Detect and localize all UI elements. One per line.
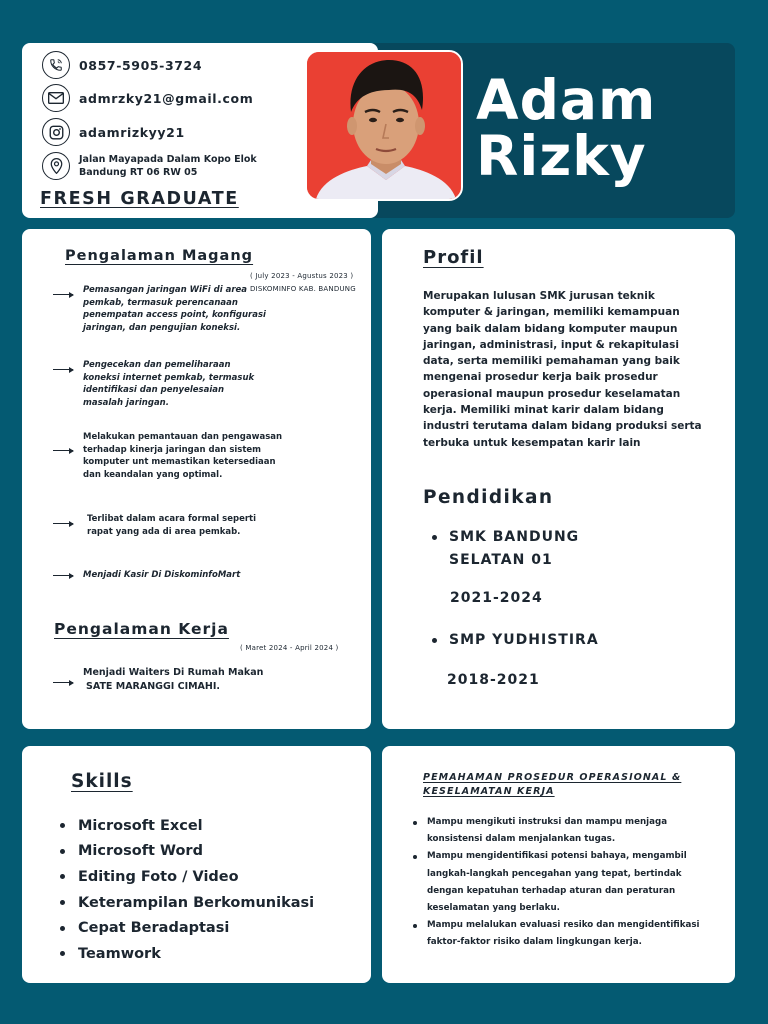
arrow-icon — [53, 450, 73, 451]
safety-item: Mampu mengikuti instruksi dan mampu menjaga konsistensi dalam menjalankan tugas. — [413, 814, 703, 848]
experience-card — [22, 229, 371, 729]
email-row — [42, 84, 253, 112]
work-period: ( Maret 2024 - April 2024 ) — [240, 644, 339, 652]
skill-item: Microsoft Word — [60, 839, 314, 865]
profile-title: Profil — [423, 247, 484, 268]
internship-item: Pengecekan dan pemeliharaan koneksi internet pemkab, termasuk identifikasi dan penyelesaian masalah jaringan. — [83, 360, 255, 408]
safety-item: Mampu mengidentifikasi potensi bahaya, mengambil langkah-langkah pencegahan yang tepat, bertindak dengan kepatuhan terhadap aturan dan peraturan keselamatan yang berlaku. — [413, 848, 703, 917]
skills-list — [60, 813, 314, 967]
internship-place: DISKOMINFO KAB. BANDUNG — [250, 285, 356, 293]
address-line-2: Bandung RT 06 RW 05 — [79, 167, 198, 178]
internship-item: Melakukan pemantauan dan pengawasan terhadap kinerja jaringan dan sistem komputer unt memastikan ketersediaan dan keandalan yang optimal. — [83, 432, 283, 480]
safety-item: Mampu melalukan evaluasi resiko dan mengidentifikasi faktor-faktor risiko dalam lingkungan kerja. — [413, 917, 703, 951]
instagram-icon — [42, 118, 70, 146]
work-title: Pengalaman Kerja — [54, 620, 229, 638]
safety-procedures-list — [413, 814, 703, 952]
bullet-icon — [432, 535, 437, 540]
school-1-years: 2021-2024 — [450, 590, 543, 606]
education-title: Pendidikan — [423, 487, 554, 508]
address-text — [79, 153, 257, 179]
phone-row — [42, 51, 202, 79]
profile-description: Merupakan lulusan SMK jurusan teknik komputer & jaringan, memiliki kemampuan yang baik dalam bidang komputer maupun jaringan, administrasi, input & rekapitulasi data, serta memiliki pemahaman yang baik mengenai prosedur kerja baik prosedur operasional maupun prosedur keselamatan kerja. Memiliki minat karir dalam bidang industri terutama dalam bidang produksi serta terbuka untuk kesempatan karir lain — [423, 290, 702, 449]
email-address: admrzky21@gmail.com — [79, 90, 254, 106]
internship-item: Terlibat dalam acara formal seperti rapat yang ada di area pemkab. — [87, 514, 257, 537]
school-2-years: 2018-2021 — [447, 672, 540, 688]
arrow-icon — [53, 523, 73, 524]
safety-procedures-card — [382, 746, 735, 983]
work-item — [83, 666, 323, 694]
phone-icon — [42, 51, 70, 79]
profile-card — [382, 229, 735, 729]
skill-item: Microsoft Excel — [60, 813, 314, 839]
address-line-1: Jalan Mayapada Dalam Kopo Elok — [79, 154, 257, 165]
skill-item: Teamwork — [60, 941, 314, 967]
work-item-line-1: Menjadi Waiters Di Rumah Makan — [83, 667, 264, 678]
internship-period: ( July 2023 - Agustus 2023 ) — [250, 272, 354, 280]
bullet-icon — [432, 638, 437, 643]
internship-item: Pemasangan jaringan WiFi di area pemkab, termasuk perencanaan penempatan access point, konfigurasi jaringan, dan pengujian koneksi. — [83, 285, 266, 333]
arrow-icon — [53, 369, 73, 370]
skill-item: Editing Foto / Video — [60, 864, 314, 890]
status-label: FRESH GRADUATE — [40, 189, 239, 209]
school-1-line-1: SMK BANDUNG — [449, 529, 580, 545]
skills-title: Skills — [71, 771, 133, 792]
arrow-icon — [53, 575, 73, 576]
name-first: Adam — [476, 68, 657, 132]
skill-item: Keterampilan Berkomunikasi — [60, 890, 314, 916]
school-1-line-2: SELATAN 01 — [449, 552, 553, 568]
safety-procedures-title: PEMAHAMAN PROSEDUR OPERASIONAL & KESELAMATAN KERJA — [423, 772, 682, 797]
internship-item: Menjadi Kasir Di DiskominfoMart — [83, 570, 241, 580]
location-pin-icon — [42, 152, 70, 180]
name-last: Rizky — [476, 124, 647, 188]
person-portrait-icon — [307, 52, 463, 201]
work-item-line-2: SATE MARANGGI CIMAHI. — [86, 681, 221, 692]
school-2: SMP YUDHISTIRA — [449, 632, 599, 648]
school-1 — [449, 526, 579, 572]
profile-photo — [305, 50, 463, 201]
arrow-icon — [53, 682, 73, 683]
skills-card — [22, 746, 371, 983]
instagram-handle: adamrizkyy21 — [79, 124, 185, 140]
instagram-row — [42, 118, 185, 146]
phone-number: 0857-5905-3724 — [79, 57, 203, 73]
address-row — [42, 152, 257, 180]
skill-item: Cepat Beradaptasi — [60, 915, 314, 941]
mail-icon — [42, 84, 70, 112]
arrow-icon — [53, 294, 73, 295]
internship-title: Pengalaman Magang — [65, 248, 254, 264]
